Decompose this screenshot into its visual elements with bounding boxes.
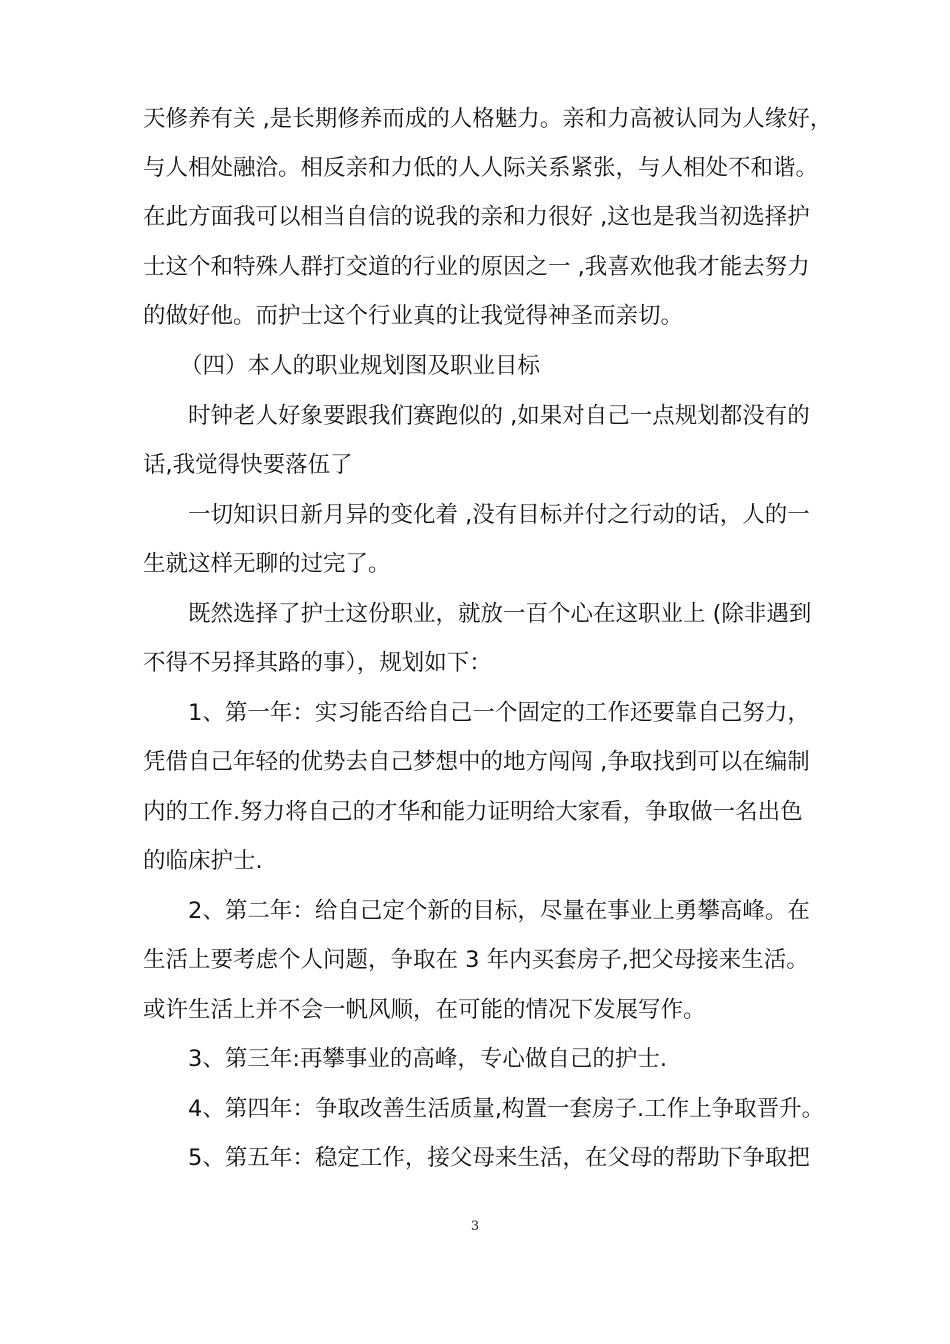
- page-number: 3: [470, 1219, 480, 1234]
- body-text-line: 与人相处融洽。相反亲和力低的人人际关系紧张，与人相处不和谐。: [143, 155, 819, 181]
- body-text-line: 的做好他。而护士这个行业真的让我觉得神圣而亲切。: [143, 303, 684, 329]
- body-text-line: 天修养有关 ,是长期修养而成的人格魅力。亲和力高被认同为人缘好，: [143, 106, 833, 132]
- body-text-line: 不得不另择其路的事），规划如下：: [143, 650, 492, 676]
- list-item-line: 凭借自己年轻的优势去自己梦想中的地方闯闯 ,争取找到可以在编制: [143, 749, 810, 775]
- list-item-line: 1、第一年：实习能否给自己一个固定的工作还要靠自己努力，: [188, 700, 810, 726]
- list-item-line: 内的工作.努力将自己的才华和能力证明给大家看，争取做一名出色: [143, 799, 803, 825]
- list-item-line: 2、第二年：给自己定个新的目标，尽量在事业上勇攀高峰。在: [188, 898, 810, 924]
- list-item-line: 3、第三年:再攀事业的高峰，专心做自己的护士.: [188, 1046, 668, 1072]
- section-heading: （四）本人的职业规划图及职业目标: [180, 353, 541, 379]
- list-item-line: 5、第五年：稳定工作，接父母来生活，在父母的帮助下争取把: [188, 1145, 810, 1171]
- body-text-line: 时钟老人好象要跟我们赛跑似的 ,如果对自己一点规划都没有的: [188, 403, 810, 429]
- body-text-line: 在此方面我可以相当自信的说我的亲和力很好 ,这也是我当初选择护: [143, 204, 810, 230]
- list-item-line: 的临床护士.: [143, 848, 263, 874]
- body-text-line: 话,我觉得快要落伍了: [143, 452, 353, 478]
- body-text-line: 士这个和特殊人群打交道的行业的原因之一 ,我喜欢他我才能去努力: [143, 254, 810, 280]
- body-text-line: 生就这样无聊的过完了。: [143, 551, 391, 577]
- list-item-line: 生活上要考虑个人问题，争取在 3 年内买套房子,把父母接来生活。: [143, 947, 809, 973]
- body-text-line: 一切知识日新月异的变化着 ,没有目标并付之行动的话，人的一: [188, 502, 810, 528]
- list-item-line: 或许生活上并不会一帆风顺，在可能的情况下发展写作。: [143, 997, 706, 1023]
- body-text-line: 既然选择了护士这份职业，就放一百个心在这职业上 (除非遇到: [188, 601, 812, 627]
- list-item-line: 4、第四年：争取改善生活质量,构置一套房子.工作上争取晋升。: [188, 1096, 825, 1122]
